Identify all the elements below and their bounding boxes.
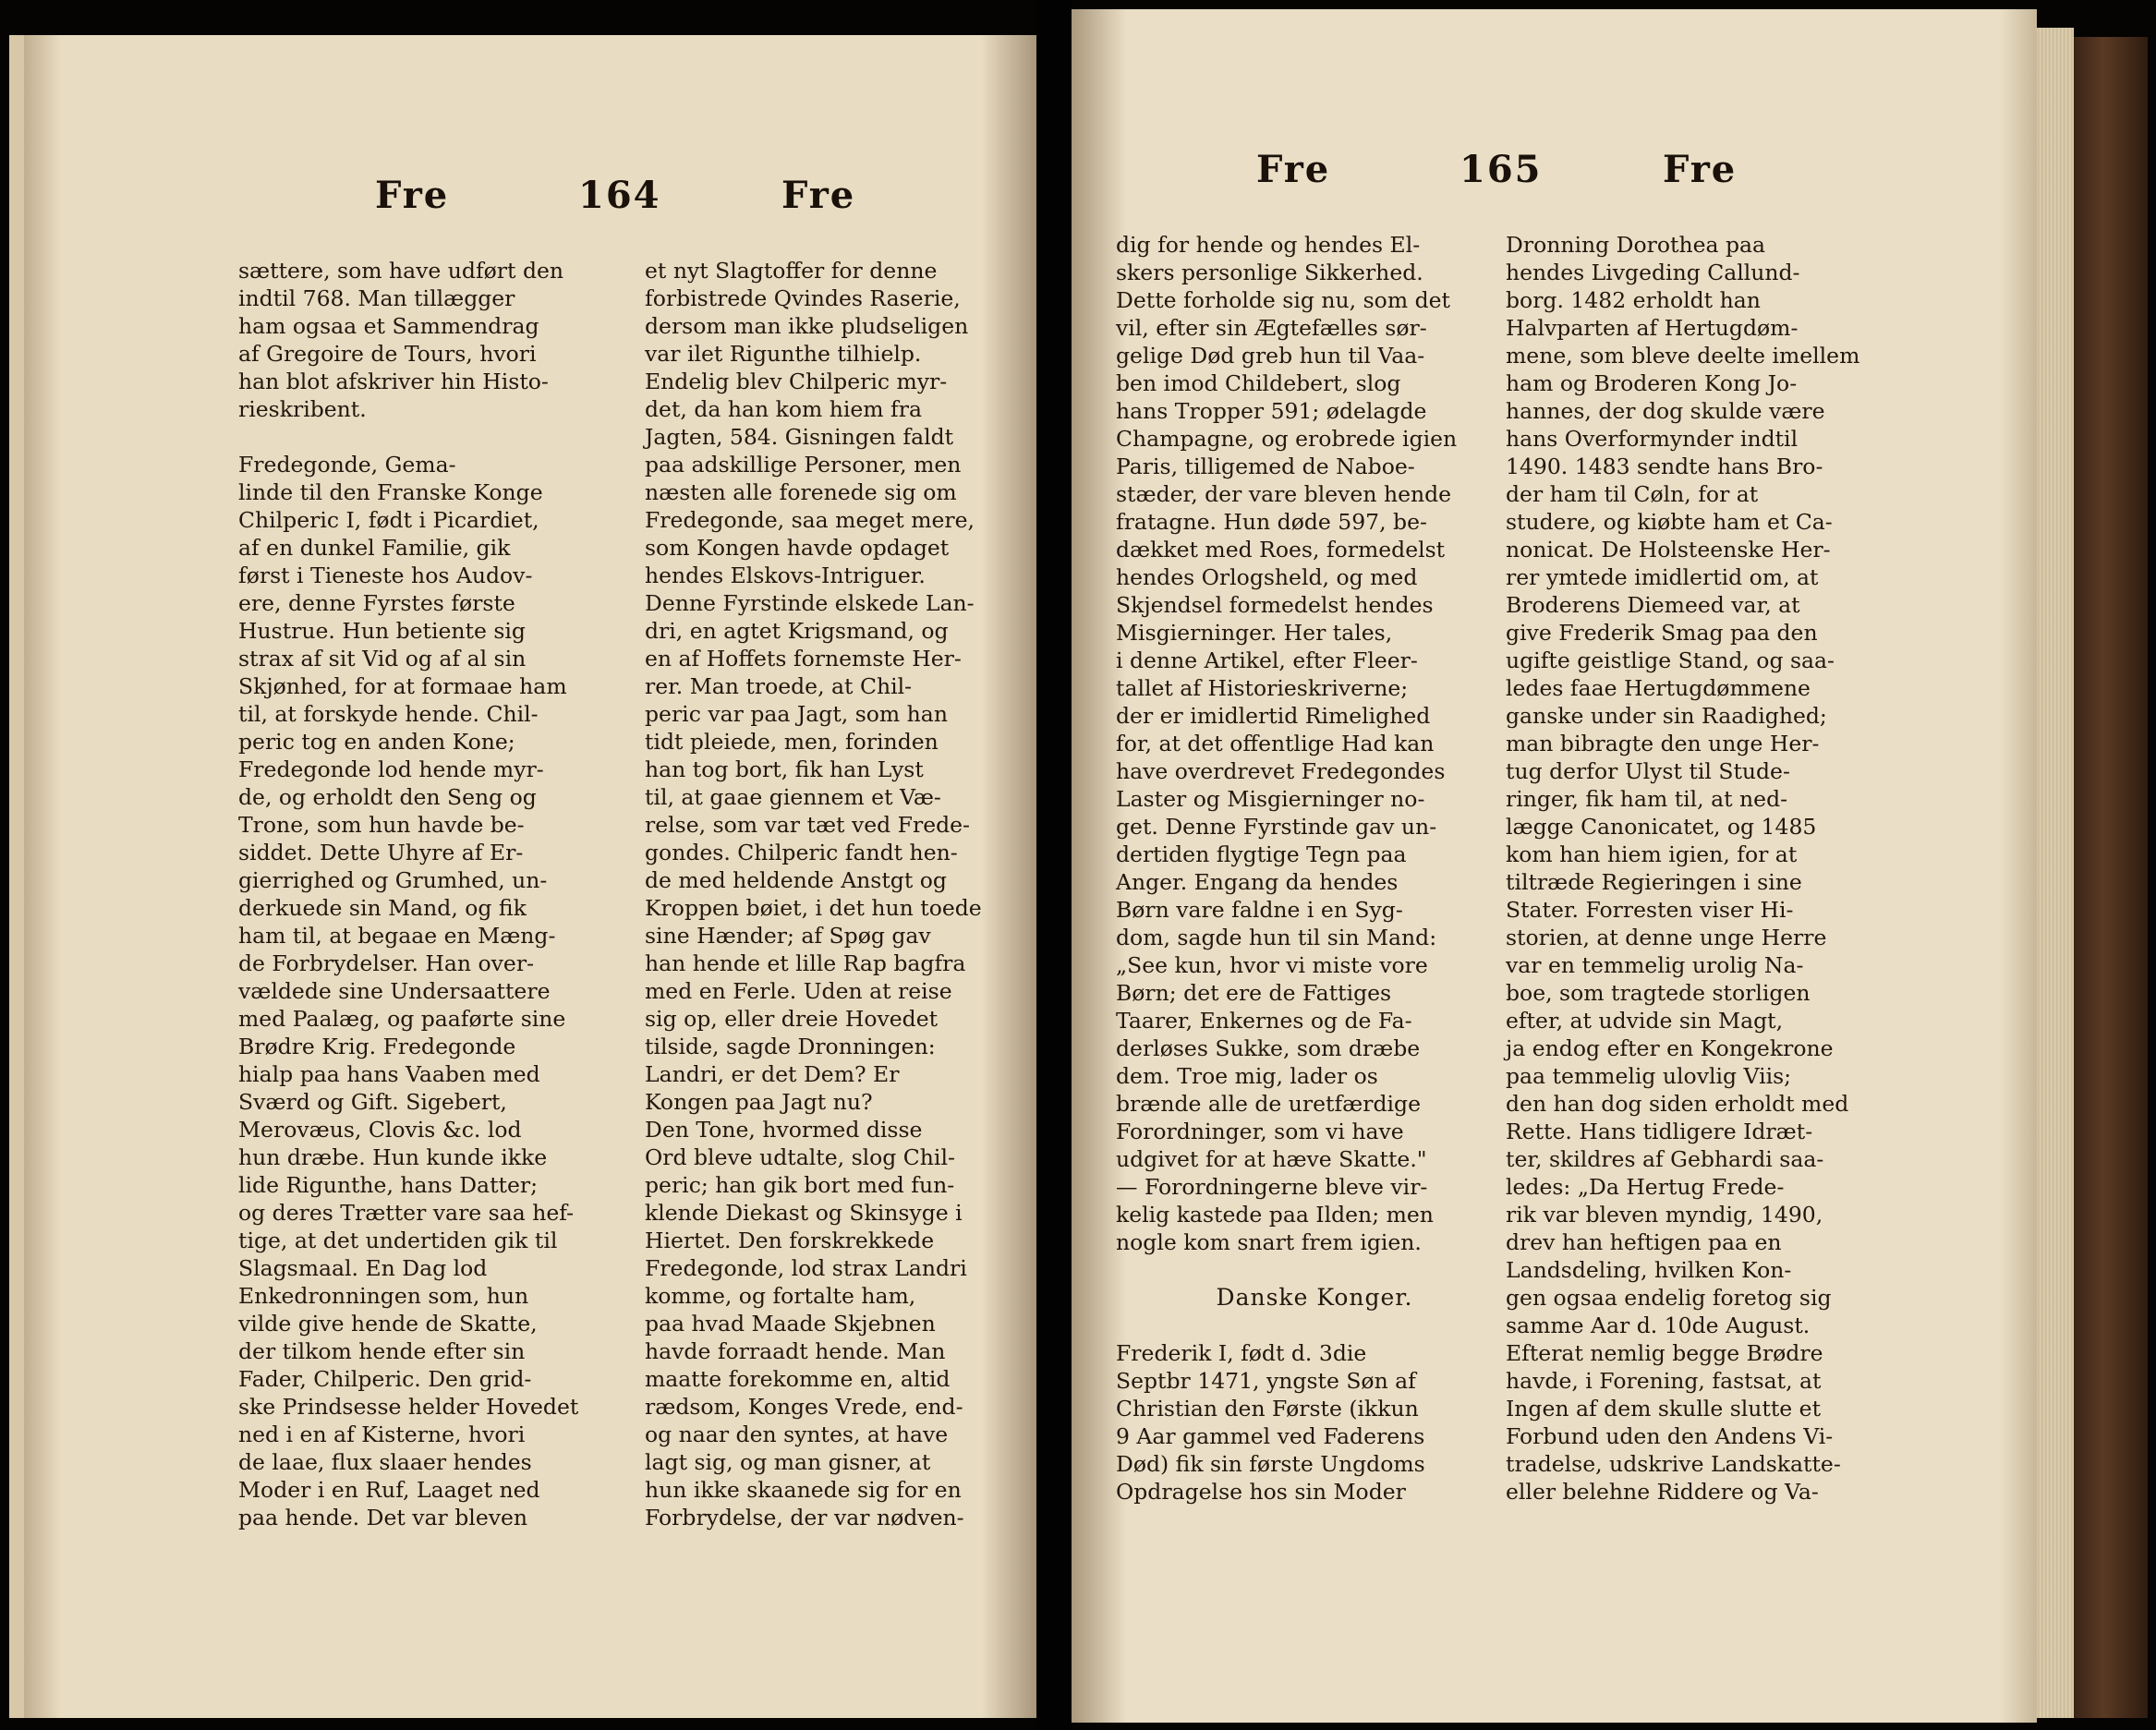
text-line: ganske under sin Raadighed; [1506, 703, 1827, 729]
text-line: Børn; det ere de Fattiges [1116, 980, 1392, 1006]
text-line: linde til den Franske Konge [238, 479, 543, 505]
text-line: der ham til Cøln, for at [1506, 481, 1759, 507]
right-header-word: Fre [1256, 148, 1331, 191]
text-line: siddet. Dette Uhyre af Er- [238, 840, 524, 865]
text-line: eller belehne Riddere og Va- [1506, 1479, 1819, 1505]
text-line: de, og erholdt den Seng og [238, 784, 537, 810]
left-page-number: 164 [578, 174, 661, 217]
text-line: peric tog en anden Kone; [238, 729, 515, 755]
text-line: sig op, eller dreie Hovedet [645, 1006, 939, 1032]
text-line: tug derfor Ulyst til Stude- [1506, 758, 1790, 784]
text-line: gen ogsaa endelig foretog sig [1506, 1285, 1832, 1311]
right-header-word-right: Fre [1663, 148, 1738, 191]
text-line: samme Aar d. 10de August. [1506, 1313, 1811, 1338]
text-line: der tilkom hende efter sin [238, 1338, 526, 1364]
left-page-column-1 [238, 257, 626, 1531]
text-line: rædsom, Konges Vrede, end- [645, 1394, 963, 1420]
text-line: stæder, der vare bleven hende [1116, 481, 1452, 507]
text-line: vilde give hende de Skatte, [238, 1311, 538, 1337]
paragraph-gap [1116, 1312, 1513, 1339]
left-page-column-2 [645, 257, 1033, 1531]
text-line: tradelse, udskrive Landskatte- [1506, 1451, 1841, 1477]
text-line: med Paalæg, og paaførte sine [238, 1006, 566, 1032]
text-line: hendes Orlogsheld, og med [1116, 564, 1418, 590]
text-line: Børn vare faldne i en Syg- [1116, 897, 1403, 923]
text-line: lagt sig, og man gisner, at [645, 1449, 931, 1475]
book-cover [2074, 37, 2148, 1718]
text-line: nonicat. De Holsteenske Her- [1506, 537, 1831, 563]
text-line: Endelig blev Chilperic myr- [645, 369, 948, 394]
text-line: ere, denne Fyrstes første [238, 590, 515, 616]
text-line: studere, og kiøbte ham et Ca- [1506, 509, 1833, 535]
text-line: forbistrede Qvindes Raserie, [645, 285, 961, 311]
text-line: dersom man ikke pludseligen [645, 313, 969, 339]
text-line: ja endog efter en Kongekrone [1506, 1035, 1834, 1061]
left-header-word: Fre [375, 174, 450, 217]
text-line: Broderens Diemeed var, at [1506, 592, 1800, 618]
text-line: have overdrevet Fredegondes [1116, 758, 1446, 784]
text-line: gierrighed og Grumhed, un- [238, 867, 548, 893]
text-line: Landsdeling, hvilken Kon- [1506, 1257, 1792, 1283]
text-line: kom han hiem igien, for at [1506, 841, 1798, 867]
right-page-number: 165 [1460, 148, 1543, 191]
text-line: Opdragelse hos sin Moder [1116, 1479, 1406, 1505]
text-line: hendes Elskovs-Intriguer. [645, 563, 926, 588]
text-line: vældede sine Undersaattere [238, 978, 551, 1004]
paragraph-gap [238, 423, 626, 451]
text-line: paa hende. Det var bleven [238, 1505, 528, 1530]
text-line: Trone, som hun havde be- [238, 812, 525, 838]
text-line: boe, som tragtede storligen [1506, 980, 1811, 1006]
text-line: Paris, tilligemed de Naboe- [1116, 454, 1415, 479]
text-line: Laster og Misgierninger no- [1116, 786, 1425, 812]
text-line: Hiertet. Den forskrekkede [645, 1228, 935, 1253]
text-line: de med heldende Anstgt og [645, 867, 947, 893]
text-line: hun ikke skaanede sig for en [645, 1477, 962, 1503]
text-line: til, at forskyde hende. Chil- [238, 701, 539, 727]
text-line: og naar den syntes, at have [645, 1422, 949, 1447]
text-line: Misgierninger. Her tales, [1116, 620, 1393, 646]
text-line: Dette forholde sig nu, som det [1116, 287, 1450, 313]
text-line: Forbund uden den Andens Vi- [1506, 1423, 1834, 1449]
text-line: Jagten, 584. Gisningen faldt [645, 424, 954, 450]
text-line: hialp paa hans Vaaben med [238, 1061, 540, 1087]
text-line: han blot afskriver hin Histo- [238, 369, 549, 394]
text-line: var en temmelig urolig Na- [1506, 952, 1804, 978]
text-line: strax af sit Vid og af al sin [238, 646, 527, 671]
text-line: som Kongen havde opdaget [645, 535, 950, 561]
text-line: paa adskillige Personer, men [645, 452, 962, 478]
right-page-column-2 [1506, 231, 1912, 1506]
text-line: ske Prindsesse helder Hovedet [238, 1394, 579, 1420]
text-line: af en dunkel Familie, gik [238, 535, 511, 561]
text-line: gondes. Chilperic fandt hen- [645, 840, 958, 865]
text-line: Forbrydelse, der var nødven- [645, 1505, 964, 1530]
page-edges [2037, 28, 2074, 1718]
text-line: Fredegonde, Gema- [238, 452, 456, 478]
text-line: dem. Troe mig, lader os [1116, 1063, 1378, 1089]
text-line: lide Rigunthe, hans Datter; [238, 1172, 539, 1198]
text-line: Anger. Engang da hendes [1116, 869, 1399, 895]
text-line: udgivet for at hæve Skatte." [1116, 1146, 1427, 1172]
text-line: Chilperic I, født i Picardiet, [238, 507, 539, 533]
text-line: hannes, der dog skulde være [1506, 398, 1825, 424]
text-line: Dronning Dorothea paa [1506, 232, 1766, 258]
text-line: der er imidlertid Rimelighed [1116, 703, 1431, 729]
text-line: Den Tone, hvormed disse [645, 1117, 923, 1143]
text-line: mene, som bleve deelte imellem [1506, 343, 1860, 369]
text-line: han hende et lille Rap bagfra [645, 950, 966, 976]
left-page [9, 35, 1036, 1718]
text-line: Skjønhed, for at formaae ham [238, 673, 567, 699]
text-line: Efterat nemlig begge Brødre [1506, 1340, 1823, 1366]
text-line: det, da han kom hiem fra [645, 396, 923, 422]
text-line: et nyt Slagtoffer for denne [645, 258, 938, 284]
text-line: vil, efter sin Ægtefælles sør- [1116, 315, 1427, 341]
text-line: paa temmelig ulovlig Viis; [1506, 1063, 1792, 1089]
text-line: i denne Artikel, efter Fleer- [1116, 647, 1418, 673]
text-line: dertiden flygtige Tegn paa [1116, 841, 1407, 867]
text-line: lægge Canonicatet, og 1485 [1506, 814, 1817, 840]
text-line: efter, at udvide sin Magt, [1506, 1008, 1784, 1034]
text-line: Slagsmaal. En Dag lod [238, 1255, 488, 1281]
text-line: de Forbrydelser. Han over- [238, 950, 535, 976]
text-line: Sværd og Gift. Sigebert, [238, 1089, 507, 1115]
text-line: ham og Broderen Kong Jo- [1506, 370, 1798, 396]
text-line: en af Hoffets fornemste Her- [645, 646, 962, 671]
text-line: man bibragte den unge Her- [1506, 731, 1820, 756]
text-line: tige, at det undertiden gik til [238, 1228, 558, 1253]
text-line: og deres Trætter vare saa hef- [238, 1200, 575, 1226]
text-line: for, at det offentlige Had kan [1116, 731, 1435, 756]
text-line: „See kun, hvor vi miste vore [1116, 952, 1428, 978]
text-line: ledes: „Da Hertug Frede- [1506, 1174, 1785, 1200]
text-line: Hustrue. Hun betiente sig [238, 618, 526, 644]
text-line: af Gregoire de Tours, hvori [238, 341, 537, 367]
text-line: den han dog siden erholdt med [1506, 1091, 1849, 1117]
text-line: han tog bort, fik han Lyst [645, 756, 924, 782]
text-line: Skjendsel formedelst hendes [1116, 592, 1434, 618]
text-line: tiltræde Regieringen i sine [1506, 869, 1802, 895]
text-line: give Frederik Smag paa den [1506, 620, 1818, 646]
text-line: ugifte geistlige Stand, og saa- [1506, 647, 1835, 673]
left-header-word-right: Fre [781, 174, 856, 217]
text-line: skers personlige Sikkerhed. [1116, 260, 1423, 285]
text-line: gelige Død greb hun til Vaa- [1116, 343, 1425, 369]
text-line: Enkedronningen som, hun [238, 1283, 529, 1309]
text-line: rieskribent. [238, 396, 367, 422]
text-line: tallet af Historieskriverne; [1116, 675, 1409, 701]
text-line: get. Denne Fyrstinde gav un- [1116, 814, 1437, 840]
text-line: Fader, Chilperic. Den grid- [238, 1366, 532, 1392]
text-line: hun dræbe. Hun kunde ikke [238, 1144, 548, 1170]
text-line: brænde alle de uretfærdige [1116, 1091, 1422, 1117]
text-line: 9 Aar gammel ved Faderens [1116, 1423, 1425, 1449]
right-page-column-1 [1116, 231, 1513, 1506]
text-line: Moder i en Ruf, Laaget ned [238, 1477, 540, 1503]
text-line: dækket med Roes, formedelst [1116, 537, 1446, 563]
text-line: Landri, er det Dem? Er [645, 1061, 900, 1087]
text-line: Champagne, og erobrede igien [1116, 426, 1458, 452]
text-line: 1490. 1483 sendte hans Bro- [1506, 454, 1823, 479]
text-line: indtil 768. Man tillægger [238, 285, 515, 311]
text-line: var ilet Rigunthe tilhielp. [645, 341, 922, 367]
text-line: dom, sagde hun til sin Mand: [1116, 925, 1437, 950]
text-line: rer. Man troede, at Chil- [645, 673, 913, 699]
text-line: kelig kastede paa Ilden; men [1116, 1202, 1434, 1228]
paragraph-gap [1116, 1256, 1513, 1284]
text-line: klende Diekast og Skinsyge i [645, 1200, 963, 1226]
text-line: Forordninger, som vi have [1116, 1119, 1404, 1144]
text-line: ned i en af Kisterne, hvori [238, 1422, 526, 1447]
text-line: ledes faae Hertugdømmene [1506, 675, 1811, 701]
text-line: ben imod Childebert, slog [1116, 370, 1401, 396]
right-page [1072, 9, 2037, 1723]
text-line: dig for hende og hendes El- [1116, 232, 1421, 258]
text-line: komme, og fortalte ham, [645, 1283, 916, 1309]
text-line: storien, at denne unge Herre [1506, 925, 1827, 950]
text-line: næsten alle forenede sig om [645, 479, 957, 505]
text-line: havde forraadt hende. Man [645, 1338, 946, 1364]
text-line: relse, som var tæt ved Frede- [645, 812, 970, 838]
text-line: maatte forekomme en, altid [645, 1366, 951, 1392]
text-line: paa hvad Maade Skjebnen [645, 1311, 936, 1337]
left-page-header [24, 174, 1036, 238]
text-line: nogle kom snart frem igien. [1116, 1229, 1422, 1255]
text-line: dri, en agtet Krigsmand, og [645, 618, 949, 644]
text-line: Septbr 1471, yngste Søn af [1116, 1368, 1416, 1394]
right-page-header [1072, 148, 2037, 212]
text-line: tidt pleiede, men, forinden [645, 729, 939, 755]
text-line: Ingen af dem skulle slutte et [1506, 1396, 1822, 1422]
text-line: de laae, flux slaaer hendes [238, 1449, 532, 1475]
text-line: Ord bleve udtalte, slog Chil- [645, 1144, 955, 1170]
text-line: borg. 1482 erholdt han [1506, 287, 1761, 313]
text-line: sættere, som have udført den [238, 258, 564, 284]
text-line: Kroppen bøiet, i det hun toede [645, 895, 982, 921]
text-line: til, at gaae giennem et Væ- [645, 784, 941, 810]
text-line: tilside, sagde Dronningen: [645, 1034, 936, 1059]
text-line: Stater. Forresten viser Hi- [1506, 897, 1794, 923]
text-line: Kongen paa Jagt nu? [645, 1089, 873, 1115]
text-line: Død) fik sin første Ungdoms [1116, 1451, 1425, 1477]
text-line: Fredegonde, saa meget mere, [645, 507, 975, 533]
text-line: Denne Fyrstinde elskede Lan- [645, 590, 975, 616]
text-line: ham ogsaa et Sammendrag [238, 313, 539, 339]
text-line: derkuede sin Mand, og fik [238, 895, 527, 921]
text-line: rer ymtede imidlertid om, at [1506, 564, 1819, 590]
text-line: Taarer, Enkernes og de Fa- [1116, 1008, 1412, 1034]
text-line: rik var bleven myndig, 1490, [1506, 1202, 1823, 1228]
text-line: havde, i Forening, fastsat, at [1506, 1368, 1822, 1394]
text-line: ter, skildres af Gebhardi saa- [1506, 1146, 1824, 1172]
text-line: Christian den Første (ikkun [1116, 1396, 1419, 1422]
text-line: med en Ferle. Uden at reise [645, 978, 952, 1004]
text-line: fratagne. Hun døde 597, be- [1116, 509, 1427, 535]
text-line: sine Hænder; af Spøg gav [645, 923, 931, 949]
text-line: først i Tieneste hos Audov- [238, 563, 533, 588]
text-line: hans Tropper 591; ødelagde [1116, 398, 1427, 424]
text-line: Fredegonde, lod strax Landri [645, 1255, 967, 1281]
text-line: Frederik I, født d. 3die [1116, 1340, 1367, 1366]
text-line: hans Overformynder indtil [1506, 426, 1799, 452]
text-line: Danske Konger. [1216, 1284, 1413, 1311]
text-line: derløses Sukke, som dræbe [1116, 1035, 1421, 1061]
text-line: ham til, at begaae en Mæng- [238, 923, 556, 949]
text-line: Halvparten af Hertugdøm- [1506, 315, 1799, 341]
text-line: Merovæus, Clovis &c. lod [238, 1117, 522, 1143]
text-line: — Forordningerne bleve vir- [1116, 1174, 1428, 1200]
text-line: hendes Livgeding Callund- [1506, 260, 1800, 285]
text-line: Rette. Hans tidligere Idræt- [1506, 1119, 1813, 1144]
text-line: peric; han gik bort med fun- [645, 1172, 955, 1198]
book-gutter [1036, 0, 1072, 1730]
text-line: Brødre Krig. Fredegonde [238, 1034, 516, 1059]
text-line: drev han heftigen paa en [1506, 1229, 1782, 1255]
text-line: Fredegonde lod hende myr- [238, 756, 544, 782]
text-line: peric var paa Jagt, som han [645, 701, 948, 727]
text-line: ringer, fik ham til, at ned- [1506, 786, 1788, 812]
